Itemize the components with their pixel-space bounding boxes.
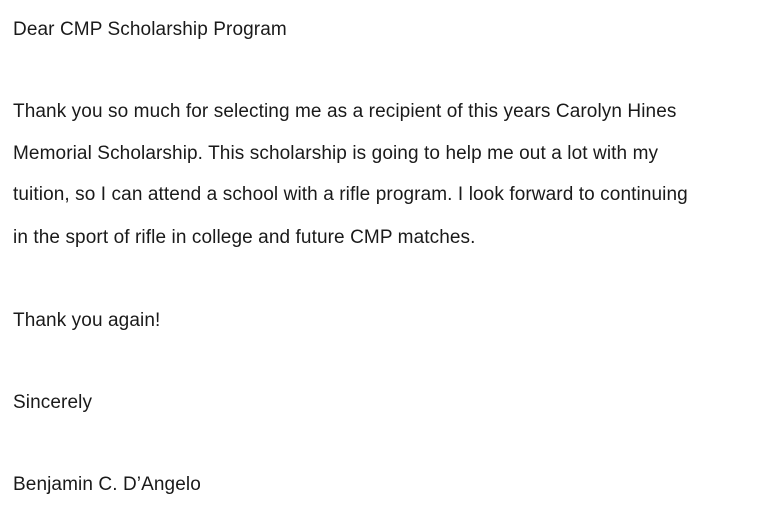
- body-line: Thank you so much for selecting me as a recipient of this years Carolyn Hines: [13, 101, 677, 122]
- body-line: Memorial Scholarship. This scholarship is going to help me out a lot with my: [13, 143, 659, 164]
- body-line: in the sport of rifle in college and future CMP matches.: [13, 227, 476, 248]
- closing: Sincerely: [13, 392, 93, 413]
- salutation: Dear CMP Scholarship Program: [13, 19, 287, 40]
- signature: Benjamin C. D’Angelo: [13, 474, 201, 495]
- body-line: tuition, so I can attend a school with a rifle program. I look forward to continuing: [13, 184, 688, 205]
- thanks-line: Thank you again!: [13, 310, 161, 331]
